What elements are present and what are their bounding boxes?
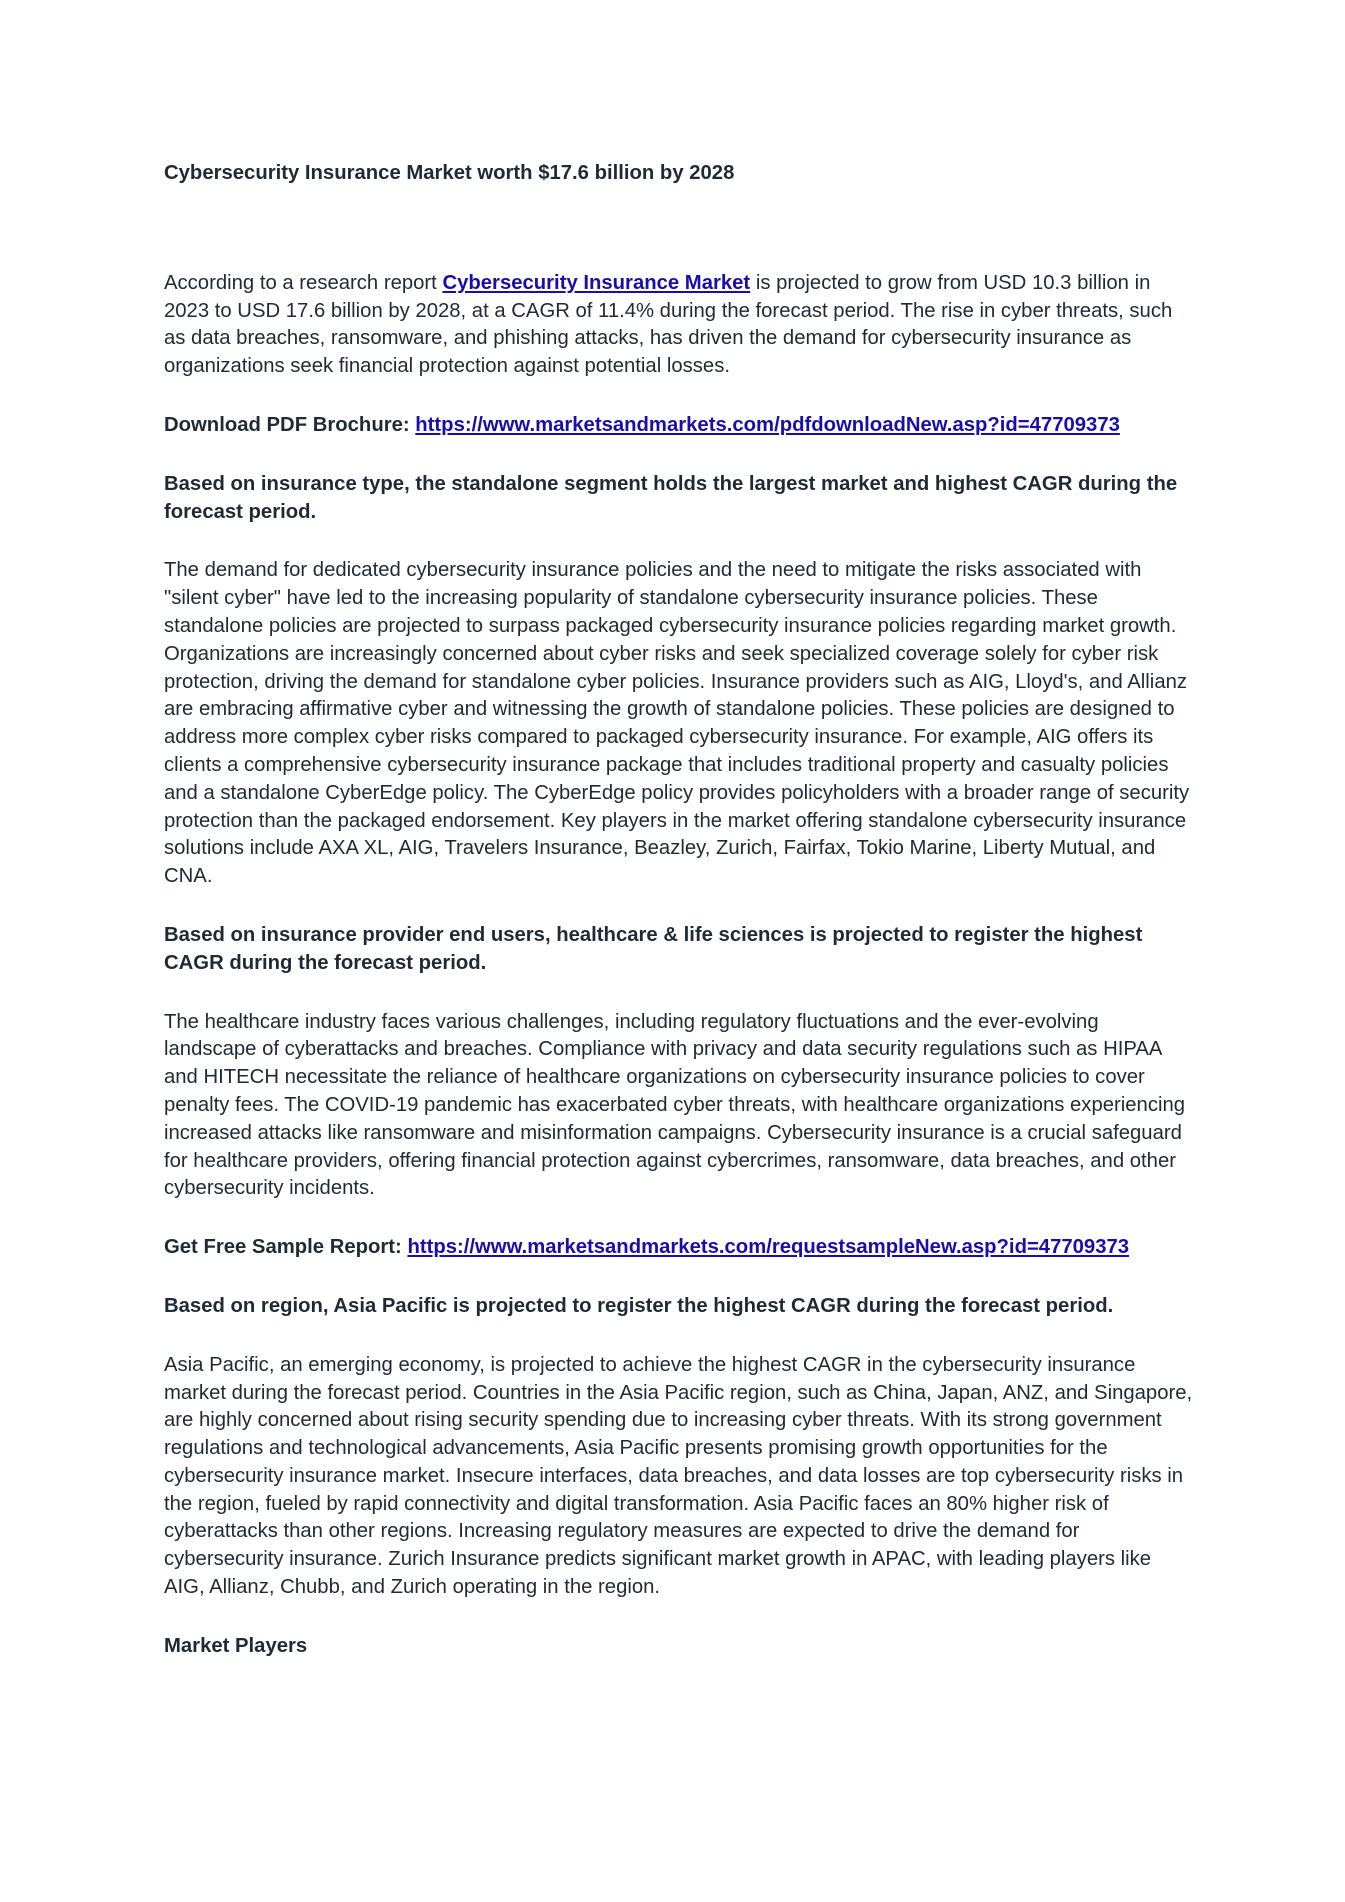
- section-heading-end-users: Based on insurance provider end users, healthcare & life sciences is projected to register the highest CAGR during the forecast period.: [164, 923, 1143, 974]
- sample-label: Get Free Sample Report:: [164, 1236, 408, 1259]
- page-title: Cybersecurity Insurance Market worth $17.6 billion by 2028: [164, 162, 735, 184]
- section-body-insurance-type: The demand for dedicated cybersecurity insurance policies and the need to mitigate the risks associated with "silent cyber" have led to the increasing popularity of standalone cybersecurity insurance policies. These standalone policies are projected to surpass packaged cybersecurity insurance policies regarding market growth. Organizations are increasingly concerned about cyber risks and seek specialized coverage solely for cyber risk protection, driving the demand for standalone cyber policies. Insurance providers such as AIG, Lloyd's, and Allianz are embracing affirmative cyber and witnessing the growth of standalone policies. These policies are designed to address more complex cyber risks compared to packaged cybersecurity insurance. For example, AIG offers its clients a comprehensive cybersecurity insurance package that includes traditional property and casualty policies and a standalone CyberEdge policy. The CyberEdge policy provides policyholders with a broader range of security protection than the packaged endorsement. Key players in the market offering standalone cybersecurity insurance solutions include AXA XL, AIG, Travelers Insurance, Beazley, Zurich, Fairfax, Tokio Marine, Liberty Mutual, and CNA.: [164, 559, 1190, 888]
- intro-prefix: According to a research report: [164, 271, 443, 294]
- sample-report-line: [164, 1234, 1194, 1262]
- market-players-heading: Market Players: [164, 1634, 308, 1657]
- sample-report-link[interactable]: https://www.marketsandmarkets.com/requestsampleNew.asp?id=47709373: [407, 1236, 1130, 1259]
- brochure-link[interactable]: https://www.marketsandmarkets.com/pdfdownloadNew.asp?id=47709373: [415, 413, 1120, 436]
- brochure-label: Download PDF Brochure:: [164, 413, 416, 436]
- brochure-line: [164, 412, 1194, 440]
- section-heading-insurance-type: Based on insurance type, the standalone segment holds the largest market and highest CAGR during the forecast period.: [164, 472, 1178, 523]
- intro-paragraph: [164, 270, 1194, 381]
- intro-suffix: is projected to grow from USD 10.3 billion in 2023 to USD 17.6 billion by 2028, at a CAGR of 11.4% during the forecast period. The rise in cyber threats, such as data breaches, ransomware, and phishing attacks, has driven the demand for cybersecurity insurance as organizations seek financial protection against potential losses.: [164, 271, 1173, 378]
- section-body-region: Asia Pacific, an emerging economy, is projected to achieve the highest CAGR in the cybersecurity insurance market during the forecast period. Countries in the Asia Pacific region, such as China, Japan, ANZ, and Singapore, are highly concerned about rising security spending due to increasing cyber threats. With its strong government regulations and technological advancements, Asia Pacific presents promising growth opportunities for the cybersecurity insurance market. Insecure interfaces, data breaches, and data losses are top cybersecurity risks in the region, fueled by rapid connectivity and digital transformation. Asia Pacific faces an 80% higher risk of cyberattacks than other regions. Increasing regulatory measures are expected to drive the demand for cybersecurity insurance. Zurich Insurance predicts significant market growth in APAC, with leading players like AIG, Allianz, Chubb, and Zurich operating in the region.: [164, 1353, 1193, 1599]
- document-page: [164, 160, 1194, 1692]
- section-body-end-users: The healthcare industry faces various challenges, including regulatory fluctuations and the ever-evolving landscape of cyberattacks and breaches. Compliance with privacy and data security regulations such as HIPAA and HITECH necessitate the reliance of healthcare organizations on cybersecurity insurance policies to cover penalty fees. The COVID-19 pandemic has exacerbated cyber threats, with healthcare organizations experiencing increased attacks like ransomware and misinformation campaigns. Cybersecurity insurance is a crucial safeguard for healthcare providers, offering financial protection against cybercrimes, ransomware, data breaches, and other cybersecurity incidents.: [164, 1010, 1186, 1200]
- market-report-link[interactable]: Cybersecurity Insurance Market: [442, 271, 751, 294]
- section-heading-region: Based on region, Asia Pacific is projected to register the highest CAGR during the forecast period.: [164, 1294, 1114, 1317]
